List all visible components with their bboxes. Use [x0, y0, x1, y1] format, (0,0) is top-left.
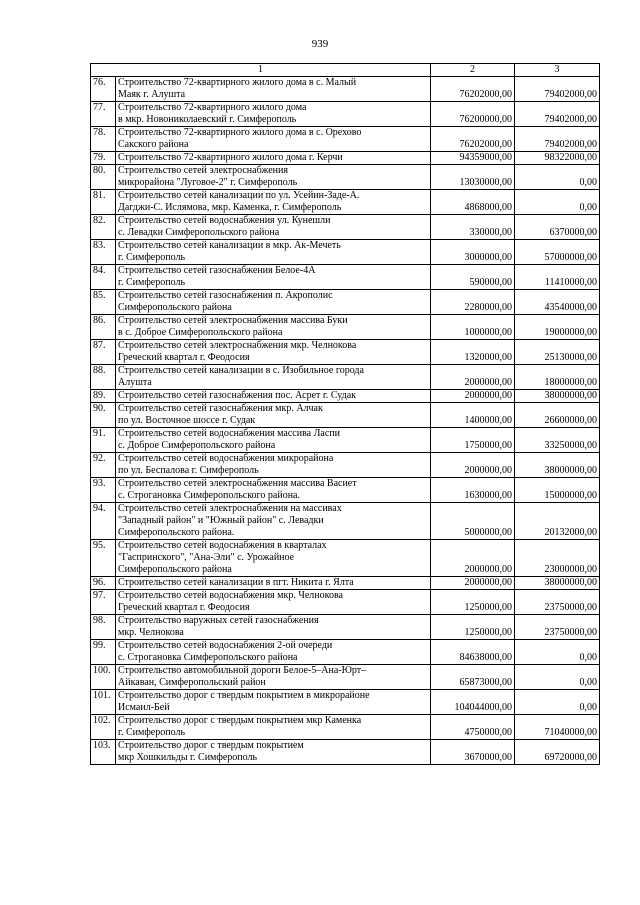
- table-row: [91, 215, 600, 240]
- row-value-col-3: 79402000,00: [515, 127, 600, 152]
- row-number: 99.: [91, 640, 116, 665]
- row-description: [116, 478, 431, 503]
- description-line: с. Левадки Симферопольского района: [118, 227, 280, 238]
- row-value-col-2: 1000000,00: [431, 315, 515, 340]
- description-line: Алушта: [118, 377, 152, 388]
- row-number: 79.: [91, 152, 116, 165]
- table-row: [91, 640, 600, 665]
- row-description: [116, 740, 431, 765]
- row-value-col-2: 1250000,00: [431, 615, 515, 640]
- description-line: Строительство 72-квартирного жилого дома: [118, 102, 307, 113]
- row-description: [116, 403, 431, 428]
- table-row: [91, 590, 600, 615]
- row-number: 82.: [91, 215, 116, 240]
- row-number: 90.: [91, 403, 116, 428]
- description-line: Строительство сетей водоснабжения микрорайона: [118, 453, 334, 464]
- table-row: [91, 340, 600, 365]
- description-line: Строительство сетей канализации в мкр. Ак-Мечеть: [118, 240, 341, 251]
- description-line: Строительство сетей электроснабжения на массивах: [118, 503, 342, 514]
- description-line: Строительство сетей водоснабжения 2-ой очереди: [118, 640, 333, 651]
- row-number: 100.: [91, 665, 116, 690]
- row-number: 86.: [91, 315, 116, 340]
- row-value-col-3: 25130000,00: [515, 340, 600, 365]
- description-line: Симферопольского района: [118, 564, 232, 575]
- description-line: с. Доброе Симферопольского района: [118, 440, 276, 451]
- row-value-col-2: 13030000,00: [431, 165, 515, 190]
- table-row: [91, 690, 600, 715]
- description-line: мкр. Челнокова: [118, 627, 184, 638]
- row-description: [116, 640, 431, 665]
- row-description: [116, 152, 431, 165]
- row-description: [116, 77, 431, 102]
- row-value-col-2: 4750000,00: [431, 715, 515, 740]
- row-number: 77.: [91, 102, 116, 127]
- row-value-col-3: 38000000,00: [515, 453, 600, 478]
- row-value-col-2: 94359000,00: [431, 152, 515, 165]
- row-description: [116, 315, 431, 340]
- row-value-col-3: 18000000,00: [515, 365, 600, 390]
- description-line: по ул. Беспалова г. Симферополь: [118, 465, 259, 476]
- description-line: Строительство сетей электроснабжения: [118, 165, 288, 176]
- row-value-col-2: 1630000,00: [431, 478, 515, 503]
- row-description: [116, 665, 431, 690]
- table-row: [91, 665, 600, 690]
- description-line: Строительство автомобильной дороги Белое-5–Ана-Юрт–: [118, 665, 367, 676]
- row-number: 81.: [91, 190, 116, 215]
- table-row: [91, 152, 600, 165]
- description-line: г. Симферополь: [118, 277, 186, 288]
- row-value-col-3: 6370000,00: [515, 215, 600, 240]
- row-number: 80.: [91, 165, 116, 190]
- description-line: Строительство сетей канализации по ул. Усейин-Заде-А.: [118, 190, 360, 201]
- row-value-col-2: 2000000,00: [431, 365, 515, 390]
- table-row: [91, 715, 600, 740]
- row-description: [116, 615, 431, 640]
- row-number: 94.: [91, 503, 116, 540]
- row-value-col-2: 65873000,00: [431, 665, 515, 690]
- row-value-col-2: 5000000,00: [431, 503, 515, 540]
- description-line: Строительство сетей электроснабжения мкр. Челнокова: [118, 340, 357, 351]
- row-number: 92.: [91, 453, 116, 478]
- row-value-col-2: 2000000,00: [431, 540, 515, 577]
- row-value-col-3: 98322000,00: [515, 152, 600, 165]
- description-line: Строительство сетей газоснабжения пос. Асрет г. Судак: [118, 390, 357, 401]
- row-value-col-3: 57000000,00: [515, 240, 600, 265]
- table-row: [91, 428, 600, 453]
- description-line: Строительство сетей водоснабжения массива Ласпи: [118, 428, 340, 439]
- row-value-col-3: 26600000,00: [515, 403, 600, 428]
- header-col-1: 1: [91, 64, 431, 77]
- description-line: Исмаил-Бей: [118, 702, 170, 713]
- description-line: Строительство наружных сетей газоснабжения: [118, 615, 319, 626]
- row-value-col-2: 1320000,00: [431, 340, 515, 365]
- row-description: [116, 715, 431, 740]
- description-line: Строительство сетей водоснабжения ул. Кунешли: [118, 215, 331, 226]
- row-number: 98.: [91, 615, 116, 640]
- row-number: 87.: [91, 340, 116, 365]
- description-line: Строительство сетей канализации в пгт. Никита г. Ялта: [118, 577, 354, 588]
- row-description: [116, 453, 431, 478]
- budget-table: [90, 63, 600, 765]
- row-value-col-3: 79402000,00: [515, 77, 600, 102]
- header-col-2: 2: [431, 64, 515, 77]
- table-header-row: [91, 64, 600, 77]
- description-line: Строительство сетей электроснабжения массива Буки: [118, 315, 348, 326]
- table-row: [91, 478, 600, 503]
- table-row: [91, 190, 600, 215]
- row-value-col-3: 11410000,00: [515, 265, 600, 290]
- row-description: [116, 340, 431, 365]
- row-description: [116, 290, 431, 315]
- row-number: 103.: [91, 740, 116, 765]
- row-value-col-2: 590000,00: [431, 265, 515, 290]
- row-description: [116, 190, 431, 215]
- row-number: 76.: [91, 77, 116, 102]
- description-line: Симферопольского района.: [118, 527, 235, 538]
- row-value-col-3: 0,00: [515, 640, 600, 665]
- row-value-col-2: 2000000,00: [431, 577, 515, 590]
- row-description: [116, 127, 431, 152]
- table-row: [91, 102, 600, 127]
- row-number: 83.: [91, 240, 116, 265]
- row-description: [116, 215, 431, 240]
- row-number: 101.: [91, 690, 116, 715]
- description-line: Сакского района: [118, 139, 189, 150]
- row-value-col-3: 0,00: [515, 165, 600, 190]
- row-value-col-2: 84638000,00: [431, 640, 515, 665]
- row-value-col-3: 69720000,00: [515, 740, 600, 765]
- description-line: Строительство дорог с твердым покрытием: [118, 740, 304, 751]
- row-value-col-3: 15000000,00: [515, 478, 600, 503]
- table-row: [91, 453, 600, 478]
- row-description: [116, 165, 431, 190]
- row-description: [116, 540, 431, 577]
- description-line: Дагджи-С. Ислямова, мкр. Каменка, г. Симферополь: [118, 202, 342, 213]
- table-body: [91, 64, 600, 765]
- description-line: по ул. Восточное шоссе г. Судак: [118, 415, 256, 426]
- description-line: Греческий квартал г. Феодосия: [118, 352, 250, 363]
- row-number: 88.: [91, 365, 116, 390]
- description-line: в с. Доброе Симферопольского района: [118, 327, 283, 338]
- row-value-col-3: 0,00: [515, 665, 600, 690]
- row-number: 84.: [91, 265, 116, 290]
- row-number: 89.: [91, 390, 116, 403]
- row-value-col-3: 23000000,00: [515, 540, 600, 577]
- row-value-col-3: 38000000,00: [515, 390, 600, 403]
- row-description: [116, 240, 431, 265]
- description-line: "Западный район" и "Южный район" с. Левадки: [118, 515, 324, 526]
- table-row: [91, 240, 600, 265]
- description-line: Строительство сетей водоснабжения в кварталах: [118, 540, 327, 551]
- table-row: [91, 577, 600, 590]
- row-value-col-2: 76200000,00: [431, 102, 515, 127]
- page-number: 939: [311, 38, 329, 50]
- description-line: Строительство дорог с твердым покрытием в микрорайоне: [118, 690, 370, 701]
- row-value-col-2: 104044000,00: [431, 690, 515, 715]
- table-row: [91, 165, 600, 190]
- row-description: [116, 102, 431, 127]
- table-row: [91, 77, 600, 102]
- row-value-col-3: 23750000,00: [515, 615, 600, 640]
- row-description: [116, 503, 431, 540]
- row-description: [116, 265, 431, 290]
- description-line: с. Строгановка Симферопольского района.: [118, 490, 300, 501]
- table-row: [91, 315, 600, 340]
- row-value-col-3: 20132000,00: [515, 503, 600, 540]
- row-value-col-3: 79402000,00: [515, 102, 600, 127]
- row-description: [116, 590, 431, 615]
- row-value-col-2: 1750000,00: [431, 428, 515, 453]
- row-number: 78.: [91, 127, 116, 152]
- row-description: [116, 428, 431, 453]
- row-number: 95.: [91, 540, 116, 577]
- description-line: в мкр. Новониколаевский г. Симферополь: [118, 114, 297, 125]
- description-line: Айкаван, Симферопольский район: [118, 677, 266, 688]
- description-line: Строительство 72-квартирного жилого дома в с. Малый: [118, 77, 357, 88]
- row-number: 102.: [91, 715, 116, 740]
- row-value-col-2: 2000000,00: [431, 390, 515, 403]
- row-value-col-2: 3000000,00: [431, 240, 515, 265]
- row-value-col-3: 0,00: [515, 690, 600, 715]
- table-row: [91, 615, 600, 640]
- table-row: [91, 290, 600, 315]
- row-number: 96.: [91, 577, 116, 590]
- row-value-col-2: 76202000,00: [431, 77, 515, 102]
- row-number: 93.: [91, 478, 116, 503]
- row-value-col-2: 1250000,00: [431, 590, 515, 615]
- row-value-col-2: 2000000,00: [431, 453, 515, 478]
- table-row: [91, 403, 600, 428]
- row-value-col-3: 33250000,00: [515, 428, 600, 453]
- table-row: [91, 127, 600, 152]
- row-description: [116, 577, 431, 590]
- row-value-col-3: 38000000,00: [515, 577, 600, 590]
- description-line: Строительство сетей водоснабжения мкр. Челнокова: [118, 590, 343, 601]
- row-value-col-2: 76202000,00: [431, 127, 515, 152]
- description-line: "Гаспринского", "Ана-Эли" с. Урожайное: [118, 552, 295, 563]
- description-line: микрорайона "Луговое-2" г. Симферополь: [118, 177, 298, 188]
- table-row: [91, 740, 600, 765]
- row-description: [116, 690, 431, 715]
- description-line: Строительство 72-квартирного жилого дома в с. Орехово: [118, 127, 362, 138]
- description-line: г. Симферополь: [118, 252, 186, 263]
- row-number: 85.: [91, 290, 116, 315]
- description-line: Маяк г. Алушта: [118, 89, 186, 100]
- row-value-col-2: 1400000,00: [431, 403, 515, 428]
- row-value-col-3: 71040000,00: [515, 715, 600, 740]
- description-line: Строительство сетей электроснабжения массива Васиет: [118, 478, 357, 489]
- description-line: Симферопольского района: [118, 302, 232, 313]
- row-value-col-2: 2280000,00: [431, 290, 515, 315]
- description-line: Греческий квартал г. Феодосия: [118, 602, 250, 613]
- row-value-col-3: 19000000,00: [515, 315, 600, 340]
- description-line: с. Строгановка Симферопольского района: [118, 652, 298, 663]
- description-line: Строительство 72-квартирного жилого дома г. Керчи: [118, 152, 343, 163]
- row-number: 91.: [91, 428, 116, 453]
- description-line: Строительство сетей газоснабжения мкр. Алчак: [118, 403, 323, 414]
- table-row: [91, 365, 600, 390]
- row-value-col-2: 330000,00: [431, 215, 515, 240]
- row-value-col-3: 43540000,00: [515, 290, 600, 315]
- description-line: Строительство сетей канализации в с. Изобильное города: [118, 365, 364, 376]
- description-line: мкр Хошкильды г. Симферополь: [118, 752, 258, 763]
- description-line: г. Симферополь: [118, 727, 186, 738]
- table-row: [91, 390, 600, 403]
- row-number: 97.: [91, 590, 116, 615]
- table-row: [91, 503, 600, 540]
- description-line: Строительство дорог с твердым покрытием мкр Каменка: [118, 715, 362, 726]
- row-value-col-2: 3670000,00: [431, 740, 515, 765]
- table-row: [91, 265, 600, 290]
- row-value-col-2: 4868000,00: [431, 190, 515, 215]
- description-line: Строительство сетей газоснабжения Белое-4А: [118, 265, 316, 276]
- row-value-col-3: 0,00: [515, 190, 600, 215]
- table-row: [91, 540, 600, 577]
- header-col-3: 3: [515, 64, 600, 77]
- row-description: [116, 390, 431, 403]
- row-value-col-3: 23750000,00: [515, 590, 600, 615]
- row-description: [116, 365, 431, 390]
- description-line: Строительство сетей газоснабжения п. Акрополис: [118, 290, 333, 301]
